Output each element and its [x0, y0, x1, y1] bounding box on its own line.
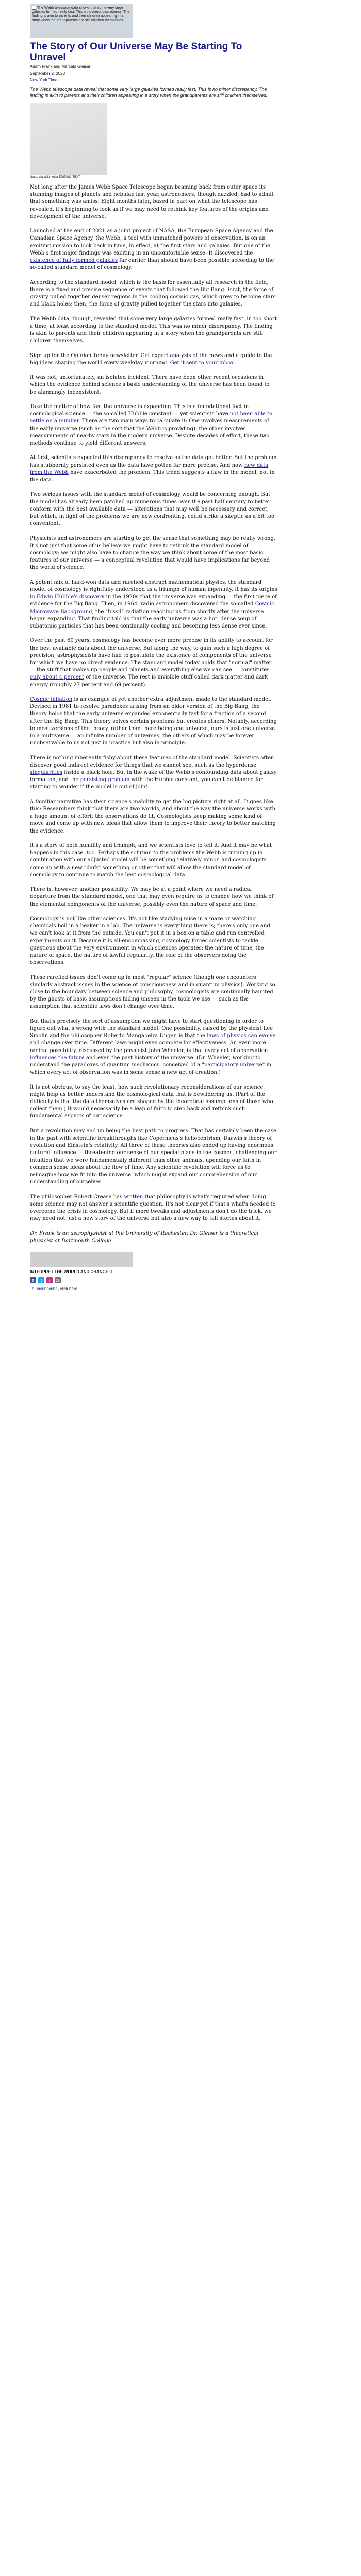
paragraph-text: that philosophy is what's required when doing some science may not answer a scientific question. It's not clear yet if that's what's needed to overcome the crisis in cosmology. But if more tweaks and adjustments don't do the trick, we may need not just a new story of the universe but also a new way to tell stories about it.: [30, 1194, 276, 1222]
paragraph-text: Not long after the James Webb Space Telescope began beaming back from outer space its stunning images of planets and nebulae last year, astronomers, though dazzled, had to admit that something was amiss. Eight months later, based in part on what the telescope has revealed, it's beginning to look as if we may need to rethink key features of the origins and development of the universe.: [30, 184, 274, 219]
paragraph-text: inside a black hole. But in the wake of the Webb's confounding data about galaxy formation, and the: [30, 770, 277, 783]
article-paragraph: [30, 696, 277, 747]
article-paragraph: [30, 184, 277, 221]
article-body: [30, 184, 277, 1245]
unsubscribe-line: To unsubscribe, click here.: [30, 1286, 79, 1292]
footer-banner: [30, 1252, 133, 1267]
hero-alt-text: The Webb telescope data shows that some very large galaxies formed really fast. This is no minor discrepancy. The finding is akin to parents and their children appearing in a story when the grandparents are still children themselves.: [32, 6, 130, 22]
article-paragraph: [30, 228, 277, 272]
article-paragraph: [30, 579, 277, 630]
paragraph-text: At first, scientists expected this discrepancy to resolve as the data got better. But the problem has stubbornly persisted even as the data have gotten far more precise. And now: [30, 455, 277, 468]
article-paragraph: [30, 491, 277, 528]
author-bio: Dr. Frank is an astrophysicist at the University of Rochester. Dr. Gleiser is a theoretical physicist at Dartmouth College.: [30, 1230, 259, 1244]
article-paragraph: [30, 1128, 277, 1187]
article-subhead: The Webb telescope data reveal that some very large galaxies formed really fast. This is no minor discrepancy. The finding is akin to parents and their children appearing in a story when the grandparents are still children themselves.: [30, 87, 268, 98]
article-link[interactable]: influences the future: [30, 1055, 85, 1061]
article-paragraph: [30, 637, 277, 688]
source-link[interactable]: New York Times: [30, 78, 60, 82]
article-link[interactable]: existence of fully formed galaxies: [30, 258, 118, 264]
facebook-icon[interactable]: f: [30, 1277, 36, 1283]
paragraph-text: A familiar narrative has their science's inability to get the big picture right at all. It goes like this: Researchers think that there are two worlds, and about the way the universe works with a huge amount of effort; the observations do fit. Cosmologists keep making some kind of move and come up with new ideas that allow them to improve their theory to better matching the evidence.: [30, 799, 276, 834]
social-icons: [30, 1277, 277, 1283]
paragraph-text: It was not, unfortunately, an isolated incident. There have been other recent occasions in which the evidence behind science's basic understanding of the universe has been found to be alarmingly inconsistent.: [30, 375, 270, 395]
article-source[interactable]: [30, 77, 277, 83]
paragraph-text: Take the matter of how fast the universe is expanding. This is a foundational fact in cosmological science — the so-called Hubble constant — yet scientists have: [30, 404, 249, 417]
paragraph-text: According to the standard model, which is the basis for essentially all research in the field, there is a fixed and precise sequence of events that followed the Big Bang: First, the force of gravity pulled together denser regions in the cooling cosmic gas, which grew to become stars and black holes; then, the force of gravity pulled together the stars into galaxies.: [30, 279, 276, 308]
article-paragraph: [30, 374, 277, 396]
article-link[interactable]: new data from the Webb: [30, 462, 269, 476]
article-link[interactable]: participatory universe: [204, 1062, 262, 1069]
email-icon[interactable]: @: [55, 1277, 61, 1283]
article-paragraph: [30, 352, 277, 367]
article-paragraph: [30, 535, 277, 572]
article-paragraph: [30, 1194, 277, 1223]
article-paragraph: [30, 886, 277, 908]
paragraph-text: Launched at the end of 2021 as a joint project of NASA, the European Space Agency and the Canadian Space Agency, the Webb, a tool with unmatched powers of observation, is on an exciting mission to look back in time, in effect, at the first stars and galaxies. But one of the Webb's first major findings was exciting in an uncomfortable sense: It discovered the: [30, 228, 273, 256]
paragraph-text: These rarefied issues don't come up in most "regular" science (though one encounters similarly abstract issues in the science of consciousness and in quantum physics). Working so close to the boundary between science and philosophy, cosmologists are continually haunted by the ghosts of basic assumptions hiding unseen in the tools we use — such as the assumption that scientific laws don't change over time.: [30, 974, 275, 1010]
article-authors: Adam Frank and Marcelo Gleiser: [30, 64, 91, 69]
newsletter-column: [30, 0, 277, 1301]
article-paragraph: [30, 916, 277, 967]
paragraph-text: have exacerbated the problem. This trend suggests a flaw in the model, not in the data.: [30, 469, 275, 483]
article-paragraph: [30, 1018, 277, 1077]
article-date: September 2, 2023: [30, 71, 65, 76]
unsubscribe-link[interactable]: unsubscribe: [35, 1286, 58, 1292]
paragraph-text: The Webb data, though, revealed that some very large galaxies formed really fast, in too short a time, at least according to the standard model. This was no minor discrepancy. The finding is akin to parents and their children appearing in a story when the grandparents are still children themselves.: [30, 316, 277, 344]
paragraph-text: and change over time. Different laws might even compete for effectiveness. An even more radical possibility, discussed by the physicist John Wheeler, is that every act of observation: [30, 1040, 268, 1054]
article-paragraph: [30, 799, 277, 835]
paragraph-text: The philosopher Robert Crease has: [30, 1194, 124, 1200]
article-link[interactable]: Cosmic inflation: [30, 697, 73, 703]
interpret-heading: INTERPRET THE WORLD AND CHANGE IT: [30, 1269, 113, 1275]
article-link[interactable]: Get it sent to your inbox.: [170, 360, 236, 366]
paragraph-text: of the universe. The rest is invisible stuff called dark matter and dark energy (roughly 27 percent and 69 percent).: [30, 674, 268, 688]
paragraph-text: Two serious issues with the standard model of cosmology would be concerning enough. But the model has already been patched up numerous times over the past half century to better conform with the best available data — alterations that may well be necessary and correct, but which, in light of the problems we are now confronting, could strike a skeptic as a bit too convenient.: [30, 492, 275, 527]
article-paragraph: [30, 1230, 277, 1245]
paragraph-text: is an example of yet another extra adjustment made to the standard model. Devised in 1981 to resolve paradoxes arising from an older version of the Big Bang, the theory holds that the early universe expanded exponentially fast for a fraction of a second after the Big Bang. This theory solves certain problems but creates others. Notably, according to most versions of the theory, rather than there being one universe, ours is just one universe in a multiverse — an infinite number of universes, the others of which may be forever unobservable to us not just in practice but also in principle.: [30, 697, 277, 747]
article-paragraph: [30, 403, 277, 447]
paragraph-text: Over the past 60 years, cosmology has become ever more precise in its ability to account for the best available data about the universe. But along the way, to gain such a high degree of precision, astrophysicists have had to postulate the existence of components of the universe for which we have no direct evidence. The standard model today holds that "normal" matter — the stuff that makes up people and planets and everything else we can see — constitutes: [30, 638, 273, 673]
paragraph-text: It is not obvious, to say the least, how such revolutionary reconsiderations of our science might help us better understand the cosmological data that is bewildering us. (Part of the difficulty is that the data themselves are shaped by the theoretical assumptions of those who collect them.) It would necessarily be a leap of faith to step back and rethink such fundamental aspects of our science.: [30, 1084, 273, 1120]
article-link[interactable]: only about 4 percent: [30, 674, 85, 681]
photo-credit: Nasa, via Wikimedia EDIT/NO-TEXT: [30, 176, 80, 179]
article-paragraph: [30, 279, 277, 309]
article-paragraph: [30, 974, 277, 1011]
article-link[interactable]: not been able to settle on a number: [30, 411, 273, 425]
paragraph-text: , the "fossil" radiation reaching us from shortly after the universe began expanding. That finding told us that the early universe was a hot, dense soup of subatomic particles that has been continually cooling and becoming less dense ever since.: [30, 608, 267, 630]
article-link[interactable]: persisting problem: [80, 777, 130, 783]
article-link[interactable]: singularities: [30, 770, 63, 776]
article-link[interactable]: laws of physics can evolve: [207, 1033, 276, 1039]
article-link[interactable]: written: [124, 1194, 143, 1200]
paragraph-text: Physicists and astronomers are starting to get the sense that something may be really wrong. It's not just that some of us believe we might have to rethink the standard model of cosmology; we might also have to change the way we think about some of the most basic features of our universe — a conceptual revolution that would have implications far beyond the world of science.: [30, 535, 276, 571]
article-photo: [30, 103, 107, 175]
paragraph-text: Cosmology is not like other sciences. It's not like studying mice in a maze or watching chemicals boil in a beaker in a lab. The universe is everything there is; there's only one and we can't look at it from the outside. You can't put it in a box on a table and run controlled experiments on it. Because it is all-encompassing, cosmology forces scientists to tackle questions about the very environment in which sciences operates: the nature of time, the nature of space, the nature of lawful regularity, the role of the observers doing the observations.: [30, 916, 270, 966]
twitter-icon[interactable]: t: [38, 1277, 44, 1283]
paragraph-text: There is, however, another possibility. We may be at a point where we need a radical departure from the standard model, one that may even require us to change how we think of the elemental components of the universe, possibly even the nature of space and time.: [30, 887, 274, 907]
hero-image: [30, 4, 133, 38]
article-paragraph: [30, 842, 277, 879]
article-paragraph: [30, 1084, 277, 1121]
paragraph-text: far earlier than should have been possible according to the so-called standard model of cosmology.: [30, 258, 274, 271]
paragraph-text: A potent mix of hard-won data and rarefied abstract mathematical physics, the standard model of cosmology is rightfully understood as a triumph of human ingenuity. It has its origins in: [30, 579, 277, 600]
article-link[interactable]: Cosmic Microwave Background: [30, 601, 274, 615]
paragraph-text: . There are two main ways to calculate it: One involves measurements of the early universe (such as the sort that the Webb is providing); the other involves measurements of nearby stars in the modern universe. Despite decades of effort, these two methods continue to yield different answers.: [30, 418, 270, 447]
paragraph-text: It's a story of both humility and triumph, and we scientists love to tell it. And it may be what happens in this case, too. Perhaps the solution to the problems the Webb is turning up in combination with our adjusted model will be something relatively minor, and cosmologists come up with a new "dark" something or other that will allow the standard model of cosmology to continue to match the best cosmological data.: [30, 843, 272, 878]
broken-image-icon: [32, 6, 36, 10]
article-paragraph: [30, 755, 277, 791]
paragraph-text: But that's precisely the sort of assumption we might have to start questioning in order to figure out what's wrong with the standard model. One possibility, raised by the physicist Lee Smolin and the philosopher Roberto Mangabeira Unger, is that the: [30, 1018, 273, 1039]
instagram-icon[interactable]: i: [46, 1277, 53, 1283]
paragraph-text: in the 1920s that the universe was expanding — the first piece of evidence for the Big Bang. Then, in 1964, radio astronomers discovered the so-called: [30, 594, 277, 607]
article-paragraph: [30, 316, 277, 345]
paragraph-text: There is nothing inherently fishy about these features of the standard model. Scientists often discover good indirect evidence for things that we cannot see, such as the hyperdense: [30, 755, 274, 768]
paragraph-text: " in which every act of observation was in some sense a new act of creation.): [30, 1062, 272, 1076]
paragraph-text: Sign up for the Opinion Today newsletter. Get expert analysis of the news and a guide to the big ideas shaping the world every weekday morning.: [30, 352, 272, 366]
article-link[interactable]: Edwin Hubble's discovery: [36, 594, 105, 600]
article-title[interactable]: The Story of Our Universe May Be Starting To Unravel: [30, 41, 242, 63]
paragraph-text: with the Hubble constant, you can't be blamed for starting to wonder if the model is out of joint.: [30, 777, 263, 790]
paragraph-text: But a revolution may end up being the best path to progress. That has certainly been the case in the past with scientific breakthroughs like Copernicus's heliocentrism, Darwin's theory of evolution and Einstein's relativity. All three of these theories also ended up having enormous cultural influence — threatening our sense of our special place in the cosmos, challenging our intuition that we were fundamentally different than other animals, upending our faith in common sense ideas about the flow of time. Any scientific revolution will force us to reimagine how we fit into the universe, which might expand our comprehension of our understanding of ourselves.: [30, 1128, 277, 1185]
article-paragraph: [30, 454, 277, 484]
paragraph-text: and even the past history of the universe. (Dr. Wheeler, working to understand the paradoxes of quantum mechanics, conceived of a ": [30, 1055, 261, 1069]
